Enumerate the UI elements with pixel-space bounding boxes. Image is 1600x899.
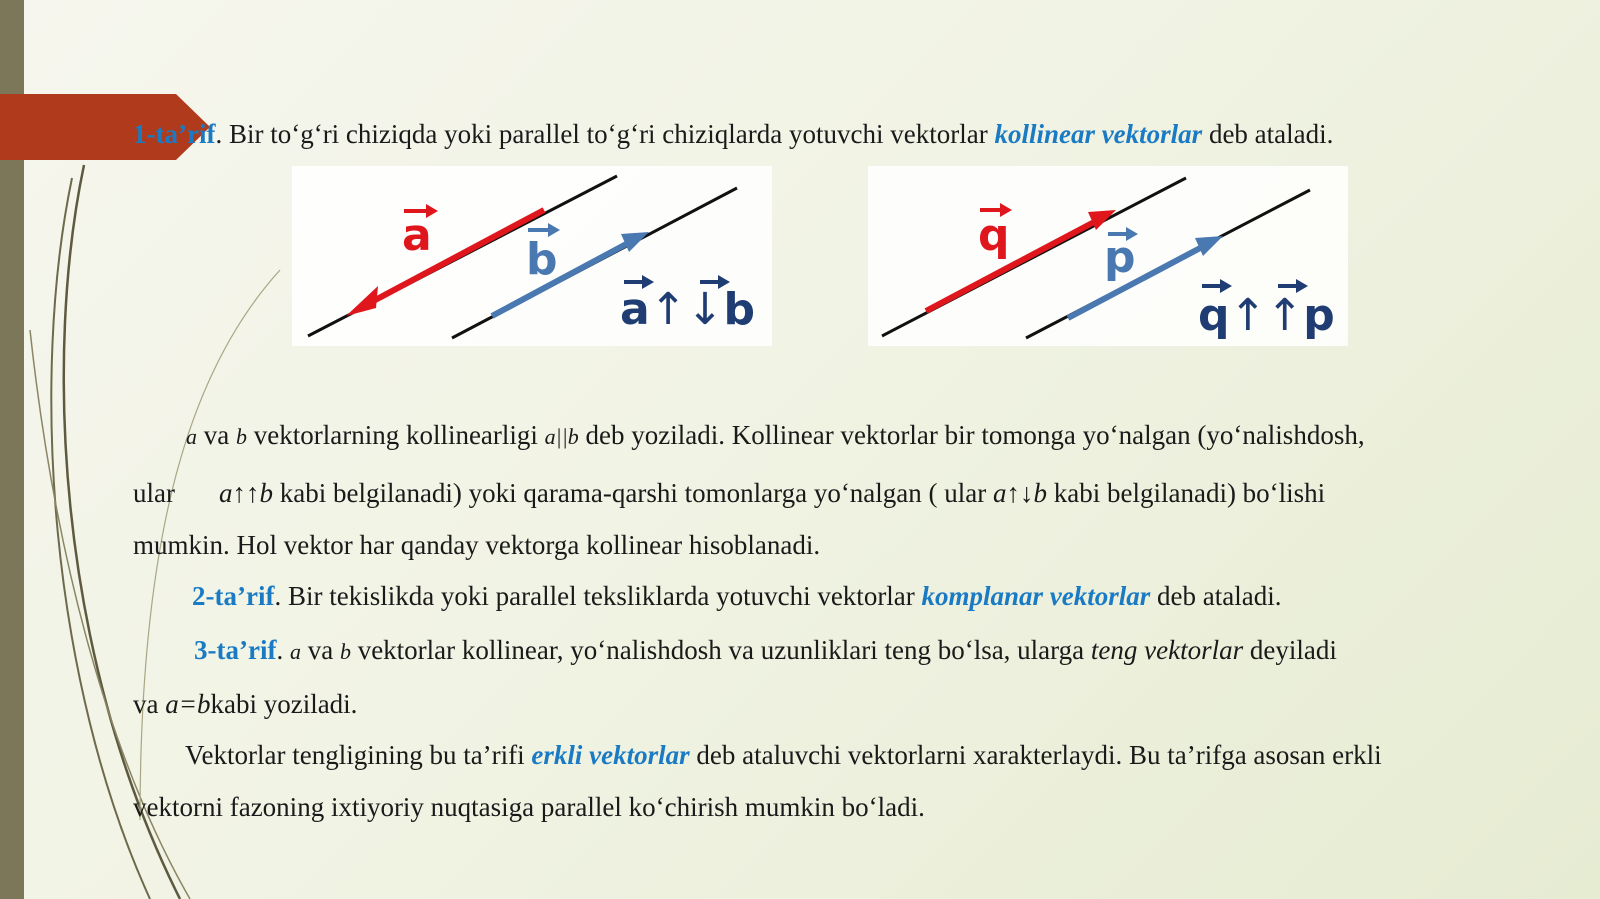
paragraph-2-line-2: vektorni fazoning ixtiyoriy nuqtasiga parallel ko‘chirish mumkin bo‘ladi.: [133, 792, 925, 822]
definition-3-dot: .: [276, 635, 290, 665]
svg-text:a↑↓b: a↑↓b: [620, 284, 755, 335]
text-va: va: [197, 420, 236, 450]
paragraph-1-line-2-end: kabi belgilanadi) bo‘lishi: [1047, 478, 1326, 508]
vector-p-label: [1104, 227, 1138, 283]
symbol-a: a: [186, 424, 197, 449]
definition-2-highlight: komplanar vektorlar: [921, 581, 1151, 611]
paragraph-1-line-1: [186, 422, 1365, 449]
svg-text:q↑↑p: q↑↑p: [1198, 290, 1335, 341]
vector-q-label: [978, 203, 1012, 261]
text-va: va: [133, 689, 166, 719]
parallel-notation: a||b: [544, 424, 579, 449]
definition-2-end: deb ataladi.: [1150, 581, 1282, 611]
definition-3-line-2-end: kabi yoziladi.: [210, 689, 358, 719]
svg-text:a: a: [402, 210, 432, 261]
symbol-a: a: [289, 639, 301, 664]
svg-text:q: q: [978, 210, 1010, 261]
paragraph-1-line-3: mumkin. Hol vektor har qanday vektorga kollinear hisoblanadi.: [133, 530, 821, 560]
definition-3-line-2: [133, 691, 357, 718]
definition-3-line-1: [194, 637, 1337, 664]
definition-3-text: vektorlar kollinear, yo‘nalishdosh va uzunliklari teng bo‘lsa, ularga: [350, 635, 1091, 665]
definition-2: [192, 583, 1282, 610]
figure-same-direction-vectors: [868, 166, 1348, 346]
definition-3-end: deyiladi: [1243, 635, 1337, 665]
definition-2-term: 2-ta’rif: [192, 581, 275, 611]
symbol-b: b: [235, 424, 247, 449]
same-direction-notation: a↑↑b: [218, 478, 273, 508]
definition-1-highlight: kollinear vektorlar: [994, 119, 1203, 149]
svg-text:b: b: [526, 234, 558, 285]
paragraph-2-highlight: erkli vektorlar: [531, 740, 690, 770]
text-ular: ular: [133, 478, 175, 508]
definition-1-text: . Bir to‘g‘ri chiziqda yoki parallel to‘g‘ri chiziqlarda yotuvchi vektorlar: [215, 119, 995, 149]
figure-opposite-vectors: [292, 166, 772, 346]
opposite-direction-notation: a↑↓b: [993, 478, 1047, 508]
paragraph-2-line-1: [185, 742, 1382, 769]
paragraph-1-text-2: deb yoziladi. Kollinear vektorlar bir tomonga yo‘nalgan (yo‘nalishdosh,: [578, 420, 1365, 450]
definition-1: [133, 121, 1333, 148]
paragraph-2-text-2: deb ataluvchi vektorlarni xarakterlaydi. Bu ta’rifga asosan erkli: [689, 740, 1382, 770]
paragraph-1-text-1: vektorlarning kollinearligi: [246, 420, 545, 450]
paragraph-2-text-1: Vektorlar tengligining bu ta’rifi: [185, 740, 532, 770]
equality-notation: a=b: [165, 689, 211, 719]
definition-3-highlight: teng vektorlar: [1090, 635, 1244, 665]
definition-1-end: deb ataladi.: [1202, 119, 1334, 149]
text-va: va: [300, 635, 340, 665]
opposite-relation-label: [620, 275, 755, 335]
definition-1-term: 1-ta’rif: [133, 119, 216, 149]
definition-2-text: . Bir tekislikda yoki parallel teksliklarda yotuvchi vektorlar: [274, 581, 922, 611]
definition-3-term: 3-ta’rif: [194, 635, 277, 665]
paragraph-1-line-2-mid: kabi belgilanadi) yoki qarama-qarshi tomonlarga yo‘nalgan ( ular: [272, 478, 993, 508]
svg-text:p: p: [1104, 232, 1136, 283]
paragraph-1-line-2: [133, 480, 1325, 507]
symbol-b: b: [339, 639, 351, 664]
